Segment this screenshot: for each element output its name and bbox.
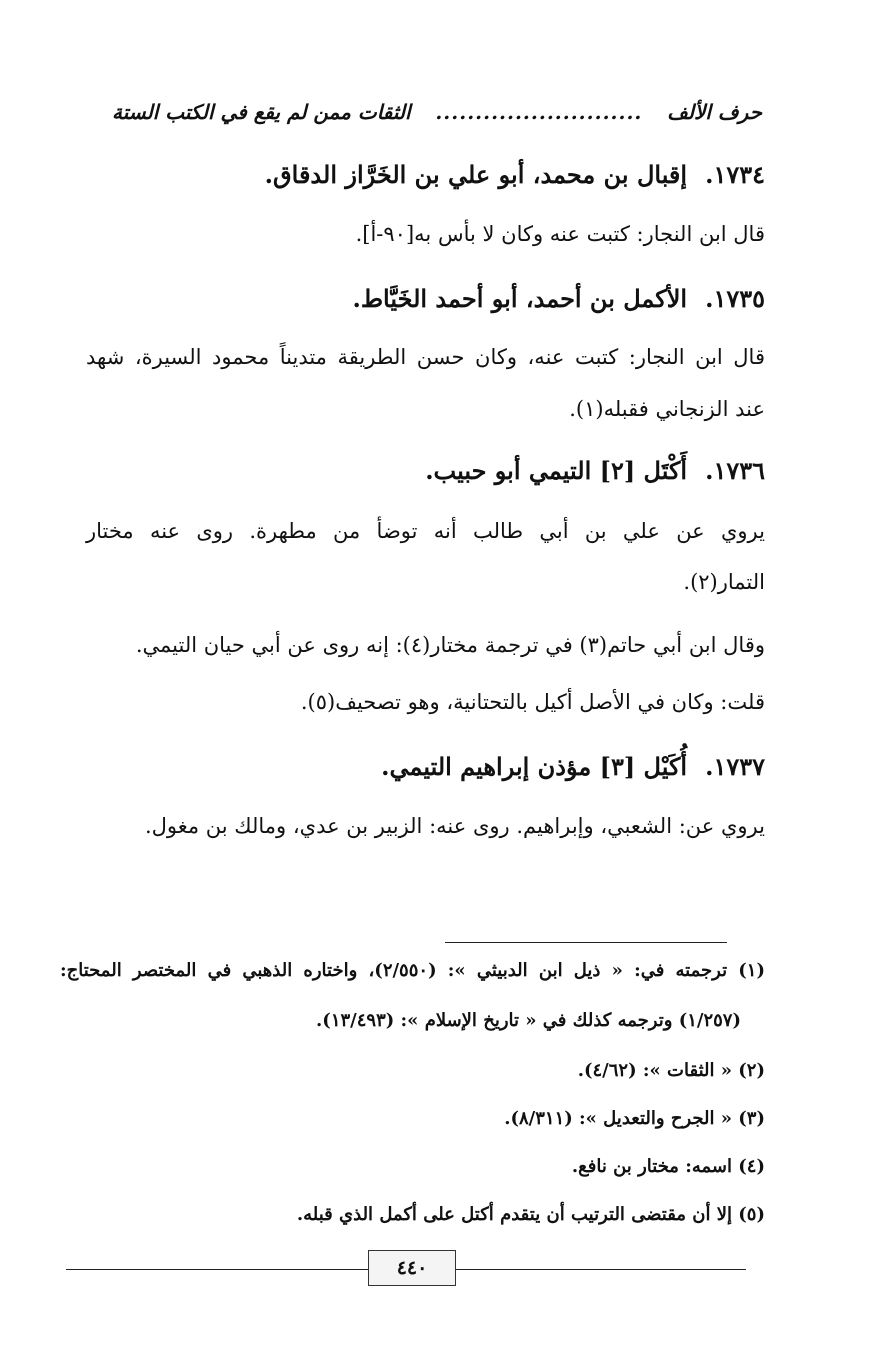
- footnote-4: (٤) اسمه: مختار بن نافع.: [571, 1156, 765, 1177]
- entry-text-line: قال ابن النجار: كتبت عنه، وكان حسن الطريقة متديناً محمود السيرة، شهد: [86, 345, 765, 369]
- entry-heading-1735: [352, 284, 765, 313]
- entry-number: ١٧٣٧.: [705, 752, 765, 781]
- entry-heading-1737: [381, 752, 765, 781]
- chapter-title: حرف الألف: [667, 100, 762, 124]
- page-number: ٤٤٠: [368, 1250, 456, 1286]
- entry-text-line: عند الزنجاني فقبله(١).: [569, 397, 765, 421]
- footnote-5: (٥) إلا أن مقتضى الترتيب أن يتقدم أكتل على أكمل الذي قبله.: [296, 1204, 765, 1225]
- entry-text-line: يروي عن: الشعبي، وإبراهيم. روى عنه: الزبير بن عدي، ومالك بن مغول.: [144, 814, 765, 838]
- entry-name: الأكمل بن أحمد، أبو أحمد الخَيَّاط.: [352, 284, 688, 313]
- entry-text-line: قال ابن النجار: كتبت عنه وكان لا بأس به[٩٠-أ].: [355, 222, 765, 246]
- footnote-2: (٢) « الثقات »: (٤/٦٢).: [577, 1060, 765, 1081]
- entry-text-line: وقال ابن أبي حاتم(٣) في ترجمة مختار(٤): إنه روى عن أبي حيان التيمي.: [135, 633, 765, 657]
- entry-text-line: التمار(٢).: [683, 570, 765, 594]
- entry-number: ١٧٣٦.: [705, 456, 765, 485]
- footnote-1-continuation: (١/٢٥٧) وترجمه كذلك في « تاريخ الإسلام »: (١٣/٤٩٣).: [316, 1010, 741, 1031]
- entry-heading-1734: [265, 160, 765, 189]
- entry-text-line: قلت: وكان في الأصل أكيل بالتحتانية، وهو تصحيف(٥).: [300, 690, 765, 714]
- entry-name: أُكَيْل [٣] مؤذن إبراهيم التيمي.: [381, 752, 688, 781]
- book-title: الثقات ممن لم يقع في الكتب الستة: [112, 100, 411, 124]
- entry-number: ١٧٣٤.: [705, 160, 765, 189]
- entry-name: أَكْتَل [٢] التيمي أبو حبيب.: [425, 456, 688, 485]
- entry-name: إقبال بن محمد، أبو علي بن الخَرَّاز الدقاق.: [264, 160, 688, 189]
- entry-number: ١٧٣٥.: [705, 284, 765, 313]
- footnote-1: (١) ترجمته في: « ذيل ابن الدبيثي »: (٢/٥٥٠)، واختاره الذهبي في المختصر المحتاج:: [60, 960, 765, 981]
- footnote-separator: [445, 942, 727, 943]
- footnote-3: (٣) « الجرح والتعديل »: (٨/٣١١).: [504, 1108, 765, 1129]
- header-dots: ..........................: [435, 100, 643, 124]
- footer-rule-right: [456, 1269, 746, 1270]
- footer-rule-left: [66, 1269, 368, 1270]
- entry-text-line: يروي عن علي بن أبي طالب أنه توضأ من مطهرة. روى عنه مختار: [86, 519, 765, 543]
- running-head: [112, 100, 762, 124]
- entry-heading-1736: [425, 456, 765, 485]
